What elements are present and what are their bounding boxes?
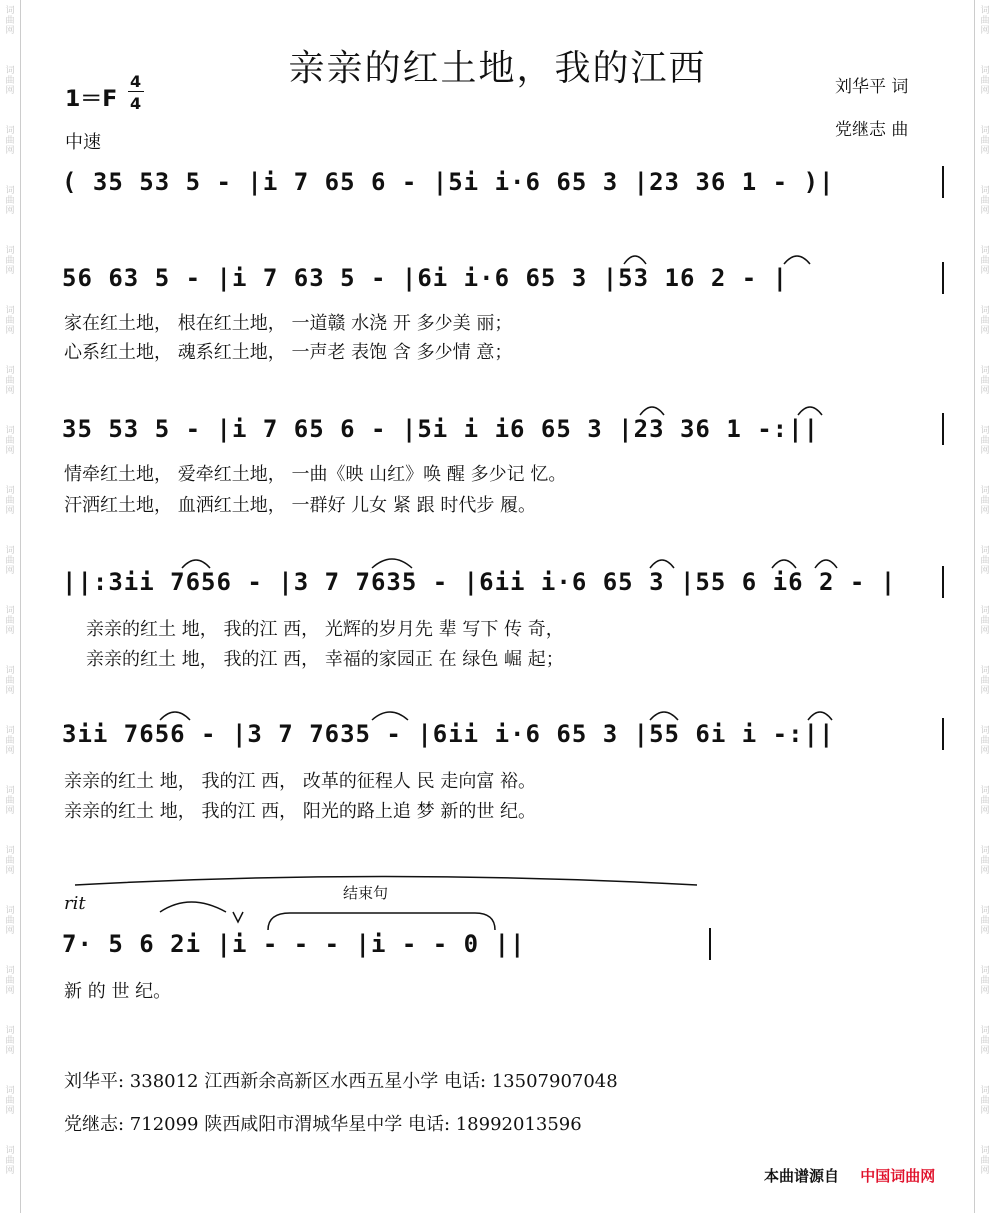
- ending-bracket: [268, 913, 495, 930]
- notation-row: ||:3ii 7656 - |3 7 7635 - |6ii i·6 65 3 |55 6 i6 2 - |: [62, 568, 897, 596]
- watermark-text: 词 曲 网: [980, 486, 990, 516]
- slur: [372, 559, 412, 568]
- slur: [624, 256, 646, 264]
- notation-row: 7· 5 6 2i |i - - - |i - - 0 ||: [62, 930, 526, 958]
- notation-row: 35 53 5 - |i 7 65 6 - |5i i i6 65 3 |23 36 1 -:||: [62, 415, 820, 443]
- lyric-line: 新 的 世 纪。: [64, 981, 172, 1002]
- rit-marking: rit: [64, 893, 86, 914]
- slur: [808, 712, 832, 720]
- watermark-text: 词 曲 网: [5, 1146, 15, 1176]
- lyric-line: 心系红土地， 魂系红土地， 一声老 表饱 含 多少情 意；: [64, 342, 513, 363]
- watermark-text: 词 曲 网: [5, 486, 15, 516]
- lyric-line: 家在红土地， 根在红土地， 一道赣 水浇 开 多少美 丽；: [64, 313, 513, 334]
- composer-credit: 党继志 曲: [835, 120, 909, 140]
- slur: [798, 407, 822, 415]
- watermark-text: 词 曲 网: [980, 666, 990, 696]
- slur: [650, 560, 674, 568]
- watermark-text: 词 曲 网: [980, 6, 990, 36]
- watermark-text: 词 曲 网: [980, 1026, 990, 1056]
- slur: [815, 560, 837, 568]
- watermark-text: 词 曲 网: [980, 1146, 990, 1176]
- contact-line: 党继志: 712099 陕西咸阳市渭城华星中学 电话: 18992013596: [64, 1114, 582, 1135]
- watermark-text: 词 曲 网: [5, 786, 15, 816]
- watermark-text: 词 曲 网: [5, 846, 15, 876]
- lyric-line: 亲亲的红土 地， 我的江 西， 光辉的岁月先 辈 写下 传 奇，: [86, 619, 564, 640]
- watermark-text: 词 曲 网: [5, 906, 15, 936]
- lyric-line: 情牵红土地， 爱牵红土地， 一曲《映 山红》唤 醒 多少记 忆。: [64, 464, 567, 485]
- watermark-text: 词 曲 网: [5, 966, 15, 996]
- watermark-text: 词 曲 网: [5, 66, 15, 96]
- watermark-text: 词 曲 网: [5, 186, 15, 216]
- watermark-text: 词 曲 网: [980, 306, 990, 336]
- watermark-text: 词 曲 网: [980, 126, 990, 156]
- watermark-text: 词 曲 网: [980, 906, 990, 936]
- slur: [372, 712, 408, 720]
- watermark-text: 词 曲 网: [980, 846, 990, 876]
- watermark-text: 词 曲 网: [980, 726, 990, 756]
- watermark-text: 词 曲 网: [980, 966, 990, 996]
- watermark-text: 词 曲 网: [980, 546, 990, 576]
- key-signature: 1＝F: [65, 87, 118, 112]
- lyric-line: 亲亲的红土 地， 我的江 西， 改革的征程人 民 走向富 裕。: [64, 771, 537, 792]
- watermark-text: 词 曲 网: [5, 366, 15, 396]
- source-prefix: 本曲谱源自: [764, 1167, 840, 1185]
- watermark-text: 词 曲 网: [980, 366, 990, 396]
- ending-label: 结束句: [343, 884, 389, 902]
- time-signature-bottom: 4: [130, 94, 142, 113]
- slur: [182, 560, 210, 568]
- watermark-text: 词 曲 网: [5, 246, 15, 276]
- slur: [640, 407, 664, 415]
- watermark-text: 词 曲 网: [5, 546, 15, 576]
- lyricist-credit: 刘华平 词: [835, 77, 909, 97]
- watermark-text: 词 曲 网: [980, 66, 990, 96]
- notation-row: 56 63 5 - |i 7 63 5 - |6i i·6 65 3 |53 16 2 - |: [62, 264, 789, 292]
- breath-mark: [233, 912, 243, 922]
- slur: [772, 560, 796, 568]
- source-note: [764, 1165, 935, 1186]
- watermark-text: 词 曲 网: [980, 246, 990, 276]
- watermark-text: 词 曲 网: [5, 306, 15, 336]
- notation-row: ( 35 53 5 - |i 7 65 6 - |5i i·6 65 3 |23 36 1 - )|: [62, 168, 835, 196]
- song-title: 亲亲的红土地，我的江西: [288, 48, 707, 89]
- watermark-text: 词 曲 网: [980, 186, 990, 216]
- tempo-marking: 中速: [65, 132, 101, 153]
- notation-row: 3ii 7656 - |3 7 7635 - |6ii i·6 65 3 |55 6i i -:||: [62, 720, 835, 748]
- source-site-link[interactable]: 中国词曲网: [860, 1167, 936, 1185]
- slur: [160, 902, 226, 912]
- lyric-line: 亲亲的红土 地， 我的江 西， 幸福的家园正 在 绿色 崛 起；: [86, 649, 564, 670]
- watermark-text: 词 曲 网: [5, 666, 15, 696]
- watermark-text: 词 曲 网: [980, 786, 990, 816]
- slur: [784, 256, 810, 264]
- watermark-text: 词 曲 网: [980, 606, 990, 636]
- time-signature-bar: [128, 91, 144, 92]
- watermark-text: 词 曲 网: [5, 426, 15, 456]
- watermark-text: 词 曲 网: [980, 1086, 990, 1116]
- slur: [160, 712, 190, 720]
- watermark-text: 词 曲 网: [5, 606, 15, 636]
- contact-line: 刘华平: 338012 江西新余高新区水西五星小学 电话: 13507907048: [64, 1071, 618, 1092]
- watermark-text: 词 曲 网: [5, 1086, 15, 1116]
- watermark-text: 词 曲 网: [5, 726, 15, 756]
- time-signature-top: 4: [130, 72, 142, 91]
- slur: [650, 712, 678, 720]
- watermark-text: 词 曲 网: [5, 126, 15, 156]
- watermark-text: 词 曲 网: [5, 1026, 15, 1056]
- watermark-text: 词 曲 网: [5, 6, 15, 36]
- lyric-line: 汗洒红土地， 血洒红土地， 一群好 儿女 紧 跟 时代步 履。: [64, 495, 537, 516]
- lyric-line: 亲亲的红土 地， 我的江 西， 阳光的路上追 梦 新的世 纪。: [64, 801, 537, 822]
- watermark-text: 词 曲 网: [980, 426, 990, 456]
